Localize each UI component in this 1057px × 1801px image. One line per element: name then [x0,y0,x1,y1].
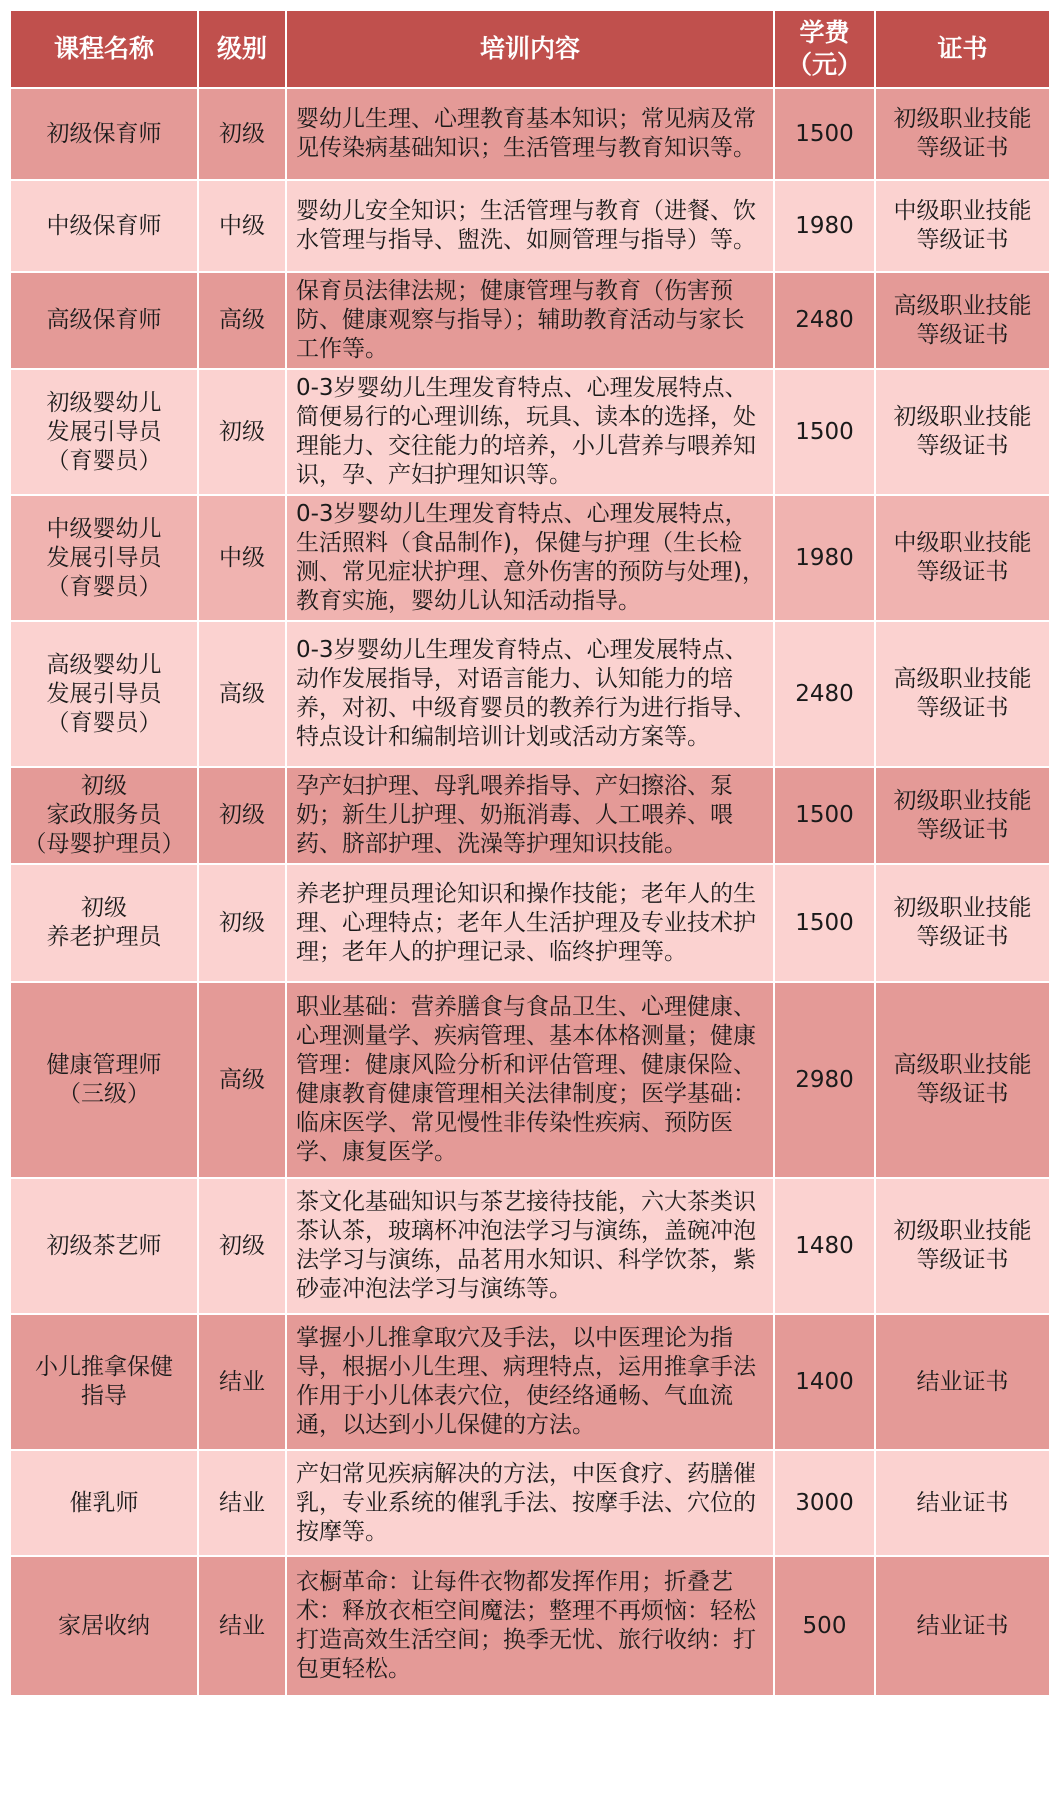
course-content: 保育员法律法规；健康管理与教育（伤害预防、健康观察与指导）；辅助教育活动与家长工作等。 [286,272,774,369]
course-certificate: 高级职业技能 等级证书 [875,621,1050,767]
course-certificate: 结业证书 [875,1556,1050,1696]
course-name: 初级婴幼儿 发展引导员 （育婴员） [10,369,198,495]
table-row [10,1178,1050,1314]
course-level: 结业 [198,1556,286,1696]
course-fee: 1980 [774,495,875,621]
course-level: 初级 [198,1178,286,1314]
course-certificate: 初级职业技能 等级证书 [875,864,1050,982]
table-row [10,1556,1050,1696]
course-level: 高级 [198,982,286,1178]
course-name: 催乳师 [10,1450,198,1556]
course-content: 掌握小儿推拿取穴及手法，以中医理论为指导，根据小儿生理、病理特点，运用推拿手法作用于小儿体表穴位，使经络通畅、气血流通，以达到小儿保健的方法。 [286,1314,774,1450]
course-level: 初级 [198,88,286,180]
course-fee: 1480 [774,1178,875,1314]
course-level: 结业 [198,1314,286,1450]
course-name: 健康管理师 （三级） [10,982,198,1178]
course-content: 0-3岁婴幼儿生理发育特点、心理发展特点、简便易行的心理训练，玩具、读本的选择，处理能力、交往能力的培养，小儿营养与喂养知识，孕、产妇护理知识等。 [286,369,774,495]
course-fee: 2480 [774,272,875,369]
course-fee: 1500 [774,88,875,180]
course-certificate: 初级职业技能 等级证书 [875,1178,1050,1314]
table-row [10,180,1050,272]
course-name: 小儿推拿保健 指导 [10,1314,198,1450]
course-certificate: 高级职业技能 等级证书 [875,982,1050,1178]
course-level: 中级 [198,180,286,272]
course-fee: 3000 [774,1450,875,1556]
course-level: 高级 [198,272,286,369]
header-course-name: 课程名称 [10,10,198,88]
course-content: 职业基础：营养膳食与食品卫生、心理健康、心理测量学、疾病管理、基本体格测量；健康管理：健康风险分析和评估管理、健康保险、健康教育健康管理相关法律制度；医学基础：临床医学、常见慢性非传染性疾病、预防医学、康复医学。 [286,982,774,1178]
course-certificate: 结业证书 [875,1450,1050,1556]
table-row [10,272,1050,369]
course-content: 0-3岁婴幼儿生理发育特点、心理发展特点，生活照料（食品制作)，保健与护理（生长检测、常见症状护理、意外伤害的预防与处理)，教育实施，婴幼儿认知活动指导。 [286,495,774,621]
header-row [10,10,1050,88]
course-fee: 1400 [774,1314,875,1450]
course-content: 衣橱革命：让每件衣物都发挥作用；折叠艺术：释放衣柜空间魔法；整理不再烦恼：轻松打造高效生活空间；换季无忧、旅行收纳：打包更轻松。 [286,1556,774,1696]
course-name: 初级 家政服务员 （母婴护理员） [10,767,198,864]
course-name: 高级保育师 [10,272,198,369]
table-row [10,621,1050,767]
course-table [9,9,1051,1697]
table-row [10,982,1050,1178]
course-certificate: 高级职业技能 等级证书 [875,272,1050,369]
table-row [10,864,1050,982]
course-content: 婴幼儿生理、心理教育基本知识；常见病及常见传染病基础知识；生活管理与教育知识等。 [286,88,774,180]
course-fee: 1500 [774,864,875,982]
header-content: 培训内容 [286,10,774,88]
course-level: 中级 [198,495,286,621]
course-fee: 1980 [774,180,875,272]
course-name: 中级婴幼儿 发展引导员 （育婴员） [10,495,198,621]
course-name: 家居收纳 [10,1556,198,1696]
course-content: 0-3岁婴幼儿生理发育特点、心理发展特点、动作发展指导，对语言能力、认知能力的培养，对初、中级育婴员的教养行为进行指导、特点设计和编制培训计划或活动方案等。 [286,621,774,767]
table-row [10,1314,1050,1450]
table-row [10,495,1050,621]
table-row [10,369,1050,495]
course-content: 产妇常见疾病解决的方法，中医食疗、药膳催乳，专业系统的催乳手法、按摩手法、穴位的按摩等。 [286,1450,774,1556]
course-certificate: 初级职业技能 等级证书 [875,369,1050,495]
table-row [10,1450,1050,1556]
course-certificate: 中级职业技能 等级证书 [875,180,1050,272]
course-level: 高级 [198,621,286,767]
course-content: 孕产妇护理、母乳喂养指导、产妇擦浴、泵奶；新生儿护理、奶瓶消毒、人工喂养、喂药、脐部护理、洗澡等护理知识技能。 [286,767,774,864]
course-name: 高级婴幼儿 发展引导员 （育婴员） [10,621,198,767]
course-fee: 1500 [774,767,875,864]
course-certificate: 结业证书 [875,1314,1050,1450]
course-table-container [9,9,1049,1697]
header-fee: 学费 （元） [774,10,875,88]
course-name: 初级保育师 [10,88,198,180]
course-fee: 2480 [774,621,875,767]
course-name: 初级茶艺师 [10,1178,198,1314]
course-content: 婴幼儿安全知识；生活管理与教育（进餐、饮水管理与指导、盥洗、如厕管理与指导）等。 [286,180,774,272]
course-certificate: 初级职业技能 等级证书 [875,88,1050,180]
course-fee: 500 [774,1556,875,1696]
header-level: 级别 [198,10,286,88]
header-certificate: 证书 [875,10,1050,88]
course-level: 初级 [198,864,286,982]
course-name: 中级保育师 [10,180,198,272]
course-certificate: 中级职业技能 等级证书 [875,495,1050,621]
course-level: 初级 [198,369,286,495]
course-level: 结业 [198,1450,286,1556]
table-row [10,88,1050,180]
course-content: 茶文化基础知识与茶艺接待技能，六大茶类识茶认茶，玻璃杯冲泡法学习与演练，盖碗冲泡法学习与演练，品茗用水知识、科学饮茶，紫砂壶冲泡法学习与演练等。 [286,1178,774,1314]
course-name: 初级 养老护理员 [10,864,198,982]
course-level: 初级 [198,767,286,864]
course-content: 养老护理员理论知识和操作技能；老年人的生理、心理特点；老年人生活护理及专业技术护理；老年人的护理记录、临终护理等。 [286,864,774,982]
course-fee: 2980 [774,982,875,1178]
table-row [10,767,1050,864]
course-fee: 1500 [774,369,875,495]
course-certificate: 初级职业技能 等级证书 [875,767,1050,864]
